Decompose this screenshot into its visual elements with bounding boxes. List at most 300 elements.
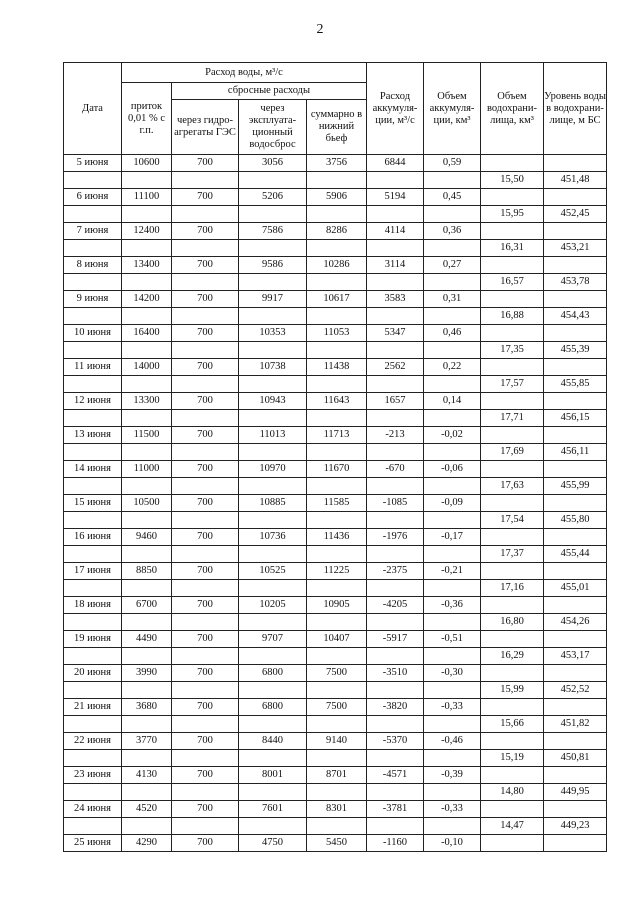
- inflow-cell: 12400: [122, 223, 172, 240]
- inflow-cell: 9460: [122, 529, 172, 546]
- level-cell: 449,95: [544, 784, 607, 801]
- table-row: [64, 461, 607, 478]
- empty-cell: [122, 750, 172, 767]
- units-cell: 700: [172, 767, 239, 784]
- empty-cell: [424, 818, 481, 835]
- empty-cell: [172, 172, 239, 189]
- empty-cell: [424, 648, 481, 665]
- table-row: [64, 257, 607, 274]
- empty-cell: [307, 512, 367, 529]
- res-vol-cell: 17,57: [481, 376, 544, 393]
- res-vol-cell: 16,57: [481, 274, 544, 291]
- empty-cell: [122, 410, 172, 427]
- date-cell: 23 июня: [64, 767, 122, 784]
- header-accumulation-flow: Расход аккумуля-ции, м³/с: [367, 63, 424, 155]
- empty-cell: [64, 682, 122, 699]
- total-cell: 7500: [307, 699, 367, 716]
- empty-cell: [239, 818, 307, 835]
- empty-cell: [481, 665, 544, 682]
- date-cell: 9 июня: [64, 291, 122, 308]
- acc-vol-cell: -0,17: [424, 529, 481, 546]
- total-cell: 8701: [307, 767, 367, 784]
- inflow-cell: 3680: [122, 699, 172, 716]
- date-cell: 7 июня: [64, 223, 122, 240]
- table-row: [64, 818, 607, 835]
- date-cell: 24 июня: [64, 801, 122, 818]
- table-row: [64, 801, 607, 818]
- empty-cell: [544, 189, 607, 206]
- total-cell: 11053: [307, 325, 367, 342]
- empty-cell: [122, 308, 172, 325]
- units-cell: 700: [172, 393, 239, 410]
- acc-vol-cell: 0,31: [424, 291, 481, 308]
- acc-vol-cell: -0,46: [424, 733, 481, 750]
- empty-cell: [424, 376, 481, 393]
- empty-cell: [544, 563, 607, 580]
- empty-cell: [481, 699, 544, 716]
- empty-cell: [172, 240, 239, 257]
- units-cell: 700: [172, 155, 239, 172]
- table-row: [64, 529, 607, 546]
- inflow-cell: 11100: [122, 189, 172, 206]
- empty-cell: [64, 546, 122, 563]
- empty-cell: [122, 580, 172, 597]
- level-cell: 453,78: [544, 274, 607, 291]
- table-row: [64, 784, 607, 801]
- acc-flow-cell: 2562: [367, 359, 424, 376]
- acc-flow-cell: 5347: [367, 325, 424, 342]
- empty-cell: [64, 818, 122, 835]
- table-row: [64, 342, 607, 359]
- header-accumulation-volume: Объем аккумуля-ции, км³: [424, 63, 481, 155]
- empty-cell: [239, 444, 307, 461]
- date-cell: 6 июня: [64, 189, 122, 206]
- empty-cell: [64, 444, 122, 461]
- date-cell: 11 июня: [64, 359, 122, 376]
- table-row: [64, 155, 607, 172]
- empty-cell: [172, 716, 239, 733]
- inflow-cell: 10500: [122, 495, 172, 512]
- empty-cell: [367, 682, 424, 699]
- empty-cell: [122, 342, 172, 359]
- empty-cell: [64, 478, 122, 495]
- acc-flow-cell: -3820: [367, 699, 424, 716]
- header-water-level: Уровень воды в водохрани-лище, м БС: [544, 63, 607, 155]
- empty-cell: [424, 546, 481, 563]
- empty-cell: [239, 750, 307, 767]
- empty-cell: [307, 206, 367, 223]
- empty-cell: [239, 172, 307, 189]
- empty-cell: [64, 274, 122, 291]
- empty-cell: [239, 478, 307, 495]
- total-cell: 11713: [307, 427, 367, 444]
- empty-cell: [424, 206, 481, 223]
- level-cell: 455,39: [544, 342, 607, 359]
- spillway-cell: 7601: [239, 801, 307, 818]
- empty-cell: [172, 512, 239, 529]
- total-cell: 11643: [307, 393, 367, 410]
- spillway-cell: 6800: [239, 665, 307, 682]
- units-cell: 700: [172, 189, 239, 206]
- empty-cell: [172, 682, 239, 699]
- acc-vol-cell: -0,09: [424, 495, 481, 512]
- acc-vol-cell: -0,51: [424, 631, 481, 648]
- level-cell: 456,11: [544, 444, 607, 461]
- empty-cell: [239, 410, 307, 427]
- spillway-cell: 10885: [239, 495, 307, 512]
- inflow-cell: 4520: [122, 801, 172, 818]
- empty-cell: [481, 597, 544, 614]
- inflow-cell: 14000: [122, 359, 172, 376]
- empty-cell: [481, 189, 544, 206]
- spillway-cell: 10736: [239, 529, 307, 546]
- date-cell: 10 июня: [64, 325, 122, 342]
- empty-cell: [307, 750, 367, 767]
- empty-cell: [307, 308, 367, 325]
- date-cell: 8 июня: [64, 257, 122, 274]
- units-cell: 700: [172, 359, 239, 376]
- acc-vol-cell: 0,27: [424, 257, 481, 274]
- res-vol-cell: 17,16: [481, 580, 544, 597]
- total-cell: 10286: [307, 257, 367, 274]
- spillway-cell: 6800: [239, 699, 307, 716]
- empty-cell: [424, 342, 481, 359]
- acc-flow-cell: -4205: [367, 597, 424, 614]
- empty-cell: [122, 716, 172, 733]
- units-cell: 700: [172, 223, 239, 240]
- table-row: [64, 699, 607, 716]
- acc-flow-cell: -2375: [367, 563, 424, 580]
- table-row: [64, 189, 607, 206]
- empty-cell: [481, 631, 544, 648]
- total-cell: 11225: [307, 563, 367, 580]
- acc-vol-cell: -0,33: [424, 801, 481, 818]
- empty-cell: [172, 444, 239, 461]
- empty-cell: [307, 614, 367, 631]
- table-body: [64, 155, 607, 852]
- table-row: [64, 733, 607, 750]
- empty-cell: [307, 716, 367, 733]
- empty-cell: [239, 376, 307, 393]
- acc-vol-cell: 0,14: [424, 393, 481, 410]
- empty-cell: [481, 495, 544, 512]
- empty-cell: [424, 784, 481, 801]
- empty-cell: [64, 410, 122, 427]
- acc-flow-cell: -670: [367, 461, 424, 478]
- res-vol-cell: 17,63: [481, 478, 544, 495]
- empty-cell: [367, 206, 424, 223]
- total-cell: 10617: [307, 291, 367, 308]
- empty-cell: [307, 818, 367, 835]
- date-cell: 19 июня: [64, 631, 122, 648]
- empty-cell: [172, 376, 239, 393]
- acc-vol-cell: 0,46: [424, 325, 481, 342]
- table-row: [64, 410, 607, 427]
- empty-cell: [64, 614, 122, 631]
- empty-cell: [544, 155, 607, 172]
- acc-flow-cell: 3114: [367, 257, 424, 274]
- acc-vol-cell: -0,30: [424, 665, 481, 682]
- empty-cell: [424, 240, 481, 257]
- table-row: [64, 563, 607, 580]
- acc-flow-cell: 3583: [367, 291, 424, 308]
- acc-vol-cell: -0,36: [424, 597, 481, 614]
- table-row: [64, 546, 607, 563]
- empty-cell: [64, 240, 122, 257]
- level-cell: 455,85: [544, 376, 607, 393]
- units-cell: 700: [172, 529, 239, 546]
- inflow-cell: 6700: [122, 597, 172, 614]
- header-through-units: через гидро-агрегаты ГЭС: [172, 100, 239, 155]
- spillway-cell: 9586: [239, 257, 307, 274]
- table-row: [64, 597, 607, 614]
- empty-cell: [239, 546, 307, 563]
- acc-vol-cell: -0,39: [424, 767, 481, 784]
- level-cell: 455,01: [544, 580, 607, 597]
- units-cell: 700: [172, 835, 239, 852]
- empty-cell: [172, 410, 239, 427]
- header-discharge-group: сбросные расходы: [172, 83, 367, 100]
- empty-cell: [367, 580, 424, 597]
- empty-cell: [239, 614, 307, 631]
- res-vol-cell: 17,54: [481, 512, 544, 529]
- date-cell: 18 июня: [64, 597, 122, 614]
- units-cell: 700: [172, 597, 239, 614]
- empty-cell: [307, 444, 367, 461]
- empty-cell: [172, 274, 239, 291]
- empty-cell: [64, 716, 122, 733]
- inflow-cell: 13300: [122, 393, 172, 410]
- inflow-cell: 3770: [122, 733, 172, 750]
- inflow-cell: 4490: [122, 631, 172, 648]
- level-cell: 451,82: [544, 716, 607, 733]
- empty-cell: [122, 614, 172, 631]
- date-cell: 17 июня: [64, 563, 122, 580]
- empty-cell: [307, 478, 367, 495]
- empty-cell: [544, 461, 607, 478]
- empty-cell: [544, 733, 607, 750]
- empty-cell: [481, 563, 544, 580]
- empty-cell: [172, 580, 239, 597]
- empty-cell: [367, 172, 424, 189]
- total-cell: 5906: [307, 189, 367, 206]
- empty-cell: [172, 546, 239, 563]
- empty-cell: [64, 512, 122, 529]
- acc-vol-cell: -0,10: [424, 835, 481, 852]
- total-cell: 10407: [307, 631, 367, 648]
- empty-cell: [367, 444, 424, 461]
- empty-cell: [122, 172, 172, 189]
- acc-vol-cell: 0,22: [424, 359, 481, 376]
- empty-cell: [481, 801, 544, 818]
- empty-cell: [481, 393, 544, 410]
- empty-cell: [307, 274, 367, 291]
- acc-flow-cell: -5370: [367, 733, 424, 750]
- date-cell: 13 июня: [64, 427, 122, 444]
- table-row: [64, 325, 607, 342]
- acc-flow-cell: -1976: [367, 529, 424, 546]
- empty-cell: [544, 325, 607, 342]
- empty-cell: [481, 223, 544, 240]
- empty-cell: [172, 308, 239, 325]
- units-cell: 700: [172, 563, 239, 580]
- inflow-cell: 8850: [122, 563, 172, 580]
- empty-cell: [544, 495, 607, 512]
- acc-vol-cell: -0,02: [424, 427, 481, 444]
- date-cell: 25 июня: [64, 835, 122, 852]
- spillway-cell: 10353: [239, 325, 307, 342]
- inflow-cell: 4290: [122, 835, 172, 852]
- spillway-cell: 10943: [239, 393, 307, 410]
- acc-flow-cell: 1657: [367, 393, 424, 410]
- empty-cell: [122, 682, 172, 699]
- total-cell: 7500: [307, 665, 367, 682]
- total-cell: 11585: [307, 495, 367, 512]
- spillway-cell: 10525: [239, 563, 307, 580]
- empty-cell: [122, 784, 172, 801]
- res-vol-cell: 17,69: [481, 444, 544, 461]
- units-cell: 700: [172, 733, 239, 750]
- res-vol-cell: 14,47: [481, 818, 544, 835]
- empty-cell: [122, 546, 172, 563]
- acc-flow-cell: -1160: [367, 835, 424, 852]
- level-cell: 452,45: [544, 206, 607, 223]
- units-cell: 700: [172, 291, 239, 308]
- acc-vol-cell: 0,59: [424, 155, 481, 172]
- units-cell: 700: [172, 631, 239, 648]
- level-cell: 454,26: [544, 614, 607, 631]
- empty-cell: [122, 512, 172, 529]
- page-number: 2: [316, 22, 324, 37]
- empty-cell: [424, 512, 481, 529]
- res-vol-cell: 15,99: [481, 682, 544, 699]
- table-row: [64, 376, 607, 393]
- total-cell: 8301: [307, 801, 367, 818]
- table-row: [64, 716, 607, 733]
- empty-cell: [122, 818, 172, 835]
- header-through-spillway: через эксплуата-ционный водосброс: [239, 100, 307, 155]
- empty-cell: [172, 206, 239, 223]
- res-vol-cell: 15,19: [481, 750, 544, 767]
- empty-cell: [172, 648, 239, 665]
- level-cell: 451,48: [544, 172, 607, 189]
- acc-flow-cell: -5917: [367, 631, 424, 648]
- level-cell: 455,80: [544, 512, 607, 529]
- level-cell: 455,99: [544, 478, 607, 495]
- empty-cell: [424, 444, 481, 461]
- empty-cell: [481, 257, 544, 274]
- acc-vol-cell: 0,36: [424, 223, 481, 240]
- units-cell: 700: [172, 461, 239, 478]
- reservoir-table: [63, 62, 607, 852]
- empty-cell: [544, 699, 607, 716]
- acc-flow-cell: 6844: [367, 155, 424, 172]
- empty-cell: [544, 529, 607, 546]
- table-row: [64, 648, 607, 665]
- empty-cell: [481, 359, 544, 376]
- empty-cell: [481, 461, 544, 478]
- empty-cell: [544, 665, 607, 682]
- date-cell: 20 июня: [64, 665, 122, 682]
- empty-cell: [424, 614, 481, 631]
- empty-cell: [481, 291, 544, 308]
- empty-cell: [367, 376, 424, 393]
- spillway-cell: 11013: [239, 427, 307, 444]
- total-cell: 8286: [307, 223, 367, 240]
- empty-cell: [239, 648, 307, 665]
- inflow-cell: 13400: [122, 257, 172, 274]
- empty-cell: [481, 427, 544, 444]
- empty-cell: [122, 444, 172, 461]
- empty-cell: [122, 240, 172, 257]
- date-cell: 12 июня: [64, 393, 122, 410]
- spillway-cell: 10738: [239, 359, 307, 376]
- table-row: [64, 835, 607, 852]
- empty-cell: [239, 240, 307, 257]
- spillway-cell: 10970: [239, 461, 307, 478]
- total-cell: 10905: [307, 597, 367, 614]
- empty-cell: [481, 835, 544, 852]
- empty-cell: [239, 682, 307, 699]
- empty-cell: [424, 410, 481, 427]
- empty-cell: [424, 682, 481, 699]
- res-vol-cell: 17,35: [481, 342, 544, 359]
- res-vol-cell: 15,95: [481, 206, 544, 223]
- empty-cell: [307, 172, 367, 189]
- spillway-cell: 7586: [239, 223, 307, 240]
- total-cell: 11436: [307, 529, 367, 546]
- empty-cell: [307, 580, 367, 597]
- empty-cell: [544, 393, 607, 410]
- empty-cell: [481, 325, 544, 342]
- acc-flow-cell: -3781: [367, 801, 424, 818]
- empty-cell: [544, 631, 607, 648]
- level-cell: 449,23: [544, 818, 607, 835]
- table-row: [64, 682, 607, 699]
- empty-cell: [122, 274, 172, 291]
- res-vol-cell: 16,88: [481, 308, 544, 325]
- level-cell: 452,52: [544, 682, 607, 699]
- units-cell: 700: [172, 801, 239, 818]
- empty-cell: [307, 240, 367, 257]
- date-cell: 5 июня: [64, 155, 122, 172]
- empty-cell: [172, 784, 239, 801]
- table-row: [64, 359, 607, 376]
- total-cell: 5450: [307, 835, 367, 852]
- inflow-cell: 14200: [122, 291, 172, 308]
- empty-cell: [367, 818, 424, 835]
- empty-cell: [481, 155, 544, 172]
- empty-cell: [424, 478, 481, 495]
- empty-cell: [481, 733, 544, 750]
- date-cell: 15 июня: [64, 495, 122, 512]
- date-cell: 22 июня: [64, 733, 122, 750]
- acc-vol-cell: -0,21: [424, 563, 481, 580]
- empty-cell: [424, 750, 481, 767]
- empty-cell: [64, 784, 122, 801]
- res-vol-cell: 15,50: [481, 172, 544, 189]
- spillway-cell: 3056: [239, 155, 307, 172]
- table-row: [64, 512, 607, 529]
- acc-flow-cell: 4114: [367, 223, 424, 240]
- empty-cell: [367, 648, 424, 665]
- empty-cell: [64, 648, 122, 665]
- empty-cell: [239, 784, 307, 801]
- date-cell: 16 июня: [64, 529, 122, 546]
- empty-cell: [544, 801, 607, 818]
- empty-cell: [239, 342, 307, 359]
- empty-cell: [481, 529, 544, 546]
